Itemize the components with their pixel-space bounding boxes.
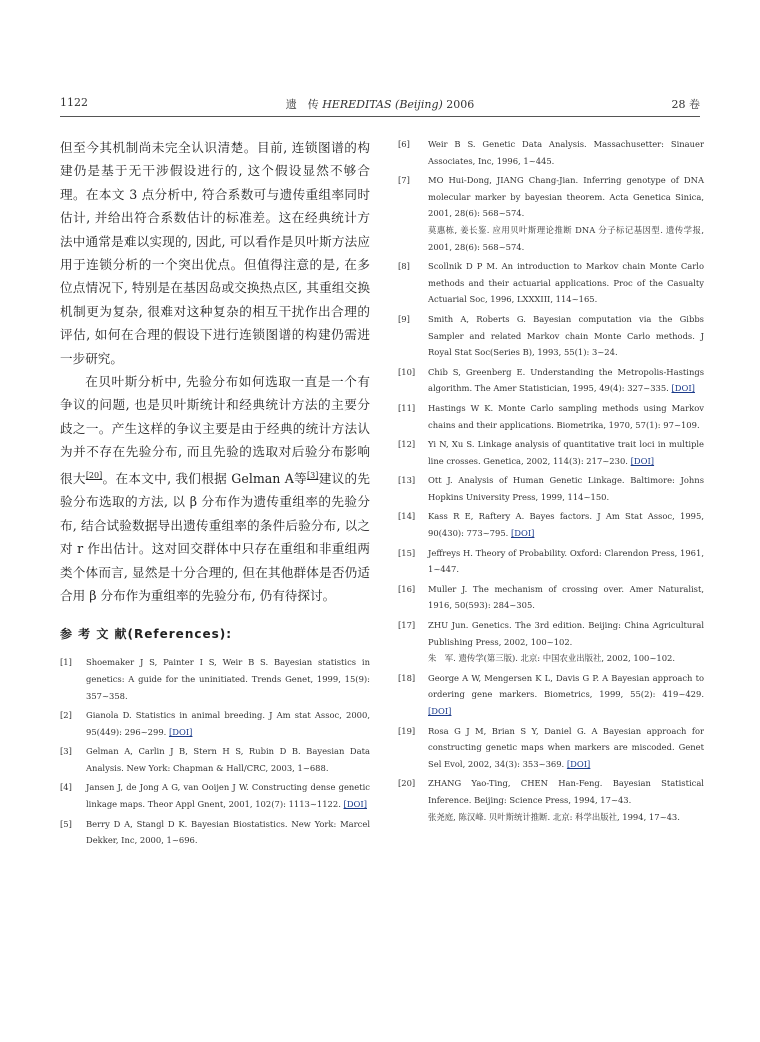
reference-number: [15] [398,547,416,558]
reference-item [398,400,704,433]
reference-citation: George A W, Mengersen K L, Davis G P. A Bayesian approach to ordering gene markers. Biometrics, 1999, 55(2): 419~429. [428,672,704,700]
reference-citation: Yi N, Xu S. Linkage analysis of quantitative trait loci in multiple line crosses. Genetica, 2002, 114(3): 217~230. [428,439,704,466]
doi-link[interactable]: [DOI] [168,726,193,737]
reference-item [398,172,704,255]
reference-text [428,400,704,433]
reference-item [60,707,370,740]
reference-citation: Berry D A, Stangl D K. Bayesian Biostatistics. New York: Marcel Dekker, Inc, 2000, 1~696. [86,818,370,846]
reference-text [428,617,704,667]
reference-citation: MO Hui-Dong, JIANG Chang-Jian. Inferring genotype of DNA molecular marker by bayesian theorem. Acta Genetica Sinica, 2001, 28(6): 568~574. [428,175,704,219]
reference-text [428,581,704,614]
reference-item [398,136,704,169]
paragraph-2-text-c: 建议的先验分布选取的方法, 以 β 分布作为遗传重组率的先验分布, 结合试验数据导出遗传重组率的条件后验分布, 以之对 r 作出估计。这对回交群体中只存在重组和非重组两类个体而言, 显然是十分合理的, 但在其他群体是否仍适合用 β 分布作为重组率的先验分布, 仍有待探讨。 [60,470,371,603]
doi-link[interactable]: [DOI] [510,528,535,539]
reference-text [428,508,704,541]
reference-item [60,743,370,776]
reference-citation: ZHANG Yao-Ting, CHEN Han-Feng. Bayesian Statistical Inference. Beijing: Science Press, 1994, 17~43. [428,778,704,805]
body-paragraph-1: 但至今其机制尚未完全认识清楚。目前, 连锁图谱的构建仍是基于无干涉假设进行的, 这个假设显然不够合理。在本文 3 点分析中, 符合系数可与遗传重组率同时估计, 并给出符合系数估计的标准差。这在经典统计方法中通常是难以实现的, 因此, 可以看作是贝叶斯方法应用于连锁分析的一个突出优点。但值得注意的是, 在多位点情况下, 特别是在基因岛或交换热点区, 其重组交换机制更为复杂, 很难对这种复杂的相互干扰作出合理的评估, 如何在合理的假设下进行连锁图谱的构建仍需进一步研究。 [60,140,370,366]
reference-citation: Jeffreys H. Theory of Probability. Oxford: Clarendon Press, 1961, 1~447. [428,547,704,575]
reference-citation: Muller J. The mechanism of crossing over. Amer Naturalist, 1916, 50(593): 284~305. [428,583,704,611]
reference-item [398,436,704,469]
reference-list-right [398,136,704,825]
reference-citation: Gelman A, Carlin J B, Stern H S, Rubin D B. Bayesian Data Analysis. New York: Chapman & Hall/CRC, 2003, 1~688. [86,746,370,773]
reference-citation: Rosa G J M, Brian S Y, Daniel G. A Bayesian approach for constructing genetic maps when markers are miscoded. Genet Sel Evol, 2002, 34(3): 353~369. [428,725,704,769]
reference-citation: Ott J. Analysis of Human Genetic Linkage. Baltimore: Johns Hopkins University Press, 1999, 114~150. [428,475,704,502]
reference-text [428,472,704,505]
body-paragraph-2 [60,370,370,607]
doi-link[interactable]: [DOI] [671,383,695,394]
reference-item [398,472,704,505]
doi-link[interactable]: [DOI] [428,706,452,716]
reference-item [60,816,370,849]
reference-number: [18] [398,672,416,683]
reference-text [428,670,704,720]
right-column [398,136,704,828]
journal-running-title [60,96,700,112]
reference-citation: Weir B S. Genetic Data Analysis. Massachusetter: Sinauer Associates, Inc, 1996, 1~445. [428,139,704,166]
reference-item [398,545,704,578]
reference-text [428,436,704,469]
reference-text [428,258,704,308]
reference-citation: Kass R E, Raftery A. Bayes factors. J Am Stat Assoc, 1995, 90(430): 773~795. [428,511,704,539]
reference-list-left [60,654,370,849]
volume-number: 28 卷 [671,98,700,111]
reference-text [86,707,370,740]
reference-text [428,775,704,825]
reference-number: [11] [398,402,416,413]
reference-number: [14] [398,511,416,522]
reference-number: [8] [398,261,410,272]
reference-citation: Hastings W K. Monte Carlo sampling methods using Markov chains and their applications. Biometrika, 1970, 57(1): 97~109. [428,402,704,430]
reference-chinese-text: 莫惠栋, 姜长鉴. 应用贝叶斯理论推断 DNA 分子标记基因型. 遗传学报, 2001, 28(6): 568~574. [428,224,704,252]
reference-text [428,311,704,361]
reference-citation: Shoemaker J S, Painter I S, Weir B S. Bayesian statistics in genetics: A guide for the uninitiated. Trends Genet, 1999, 15(9): 357~358. [86,657,370,701]
reference-item [398,723,704,773]
reference-text [428,545,704,578]
reference-number: [1] [60,657,72,668]
reference-text [86,654,370,704]
header-rule [60,116,700,117]
reference-item [60,779,370,812]
reference-citation: Chib S, Greenberg E. Understanding the Metropolis-Hastings algorithm. The Amer Statistician, 1995, 49(4): 327~335. [428,366,704,394]
reference-item [398,311,704,361]
reference-number: [3] [60,746,72,757]
journal-place: (Beijing) [395,98,443,111]
citation-link-3[interactable]: [3] [307,470,319,480]
reference-item [398,775,704,825]
reference-item [60,654,370,704]
reference-text [86,779,370,812]
doi-link[interactable]: [DOI] [343,799,367,810]
reference-number: [9] [398,313,410,324]
reference-citation: Gianola D. Statistics in animal breeding. J Am stat Assoc, 2000, 95(449): 296~299. [86,710,370,737]
reference-number: [12] [398,439,416,450]
reference-text [86,816,370,849]
reference-item [398,581,704,614]
reference-text [428,172,704,255]
reference-number: [5] [60,818,72,829]
journal-year: 2006 [446,98,475,111]
reference-number: [6] [398,139,410,149]
reference-number: [2] [60,710,72,721]
reference-item [398,617,704,667]
doi-link[interactable]: [DOI] [630,455,655,466]
left-column [60,136,370,852]
reference-item [398,670,704,720]
reference-citation: Smith A, Roberts G. Bayesian computation via the Gibbs Sampler and related Markov chain Monte Carlo methods. J Royal Stat Soc(Series B), 1993, 55(1): 3~24. [428,313,704,358]
reference-number: [17] [398,620,416,631]
references-heading: 参 考 文 献(References): [60,627,233,642]
page-header [60,96,700,114]
reference-chinese-text: 张尧庭, 陈汉峰. 贝叶斯统计推断. 北京: 科学出版社, 1994, 17~43. [428,811,680,822]
paragraph-2-text-b: 。在本文中, 我们根据 Gelman A等 [102,470,308,486]
reference-number: [10] [398,366,416,377]
reference-text [428,364,704,397]
reference-item [398,364,704,397]
reference-number: [19] [398,725,416,736]
reference-citation: ZHU Jun. Genetics. The 3rd edition. Beijing: China Agricultural Publishing Press, 2002, 100~102. [428,620,704,647]
doi-link[interactable]: [DOI] [566,758,591,769]
citation-link-20[interactable]: [20] [85,470,103,480]
reference-text [428,136,704,169]
reference-text [86,743,370,776]
reference-number: [20] [398,778,416,789]
reference-citation: Jansen J, de Jong A G, van Ooijen J W. Constructing dense genetic linkage maps. Theor Appl Gnent, 2001, 102(7): 1113~1122. [86,782,370,810]
reference-chinese-text: 朱 军. 遗传学(第三版). 北京: 中国农业出版社, 2002, 100~102. [428,653,676,664]
journal-name-en: HEREDITAS [322,98,392,111]
reference-citation: Scollnik D P M. An introduction to Markov chain Monte Carlo methods and their actuarial applications. Proc of the Casualty Actuarial Soc, 1996, LXXXIII, 114~165. [428,261,704,305]
reference-item [398,258,704,308]
reference-number: [16] [398,583,416,594]
journal-name-cn: 遗 传 [285,98,319,111]
reference-number: [13] [398,475,416,486]
reference-item [398,508,704,541]
reference-text [428,723,704,773]
page-number: 1122 [60,96,88,109]
reference-number: [4] [60,782,72,793]
reference-number: [7] [398,175,410,186]
paragraph-2-text-a: 在贝叶斯分析中, 先验分布如何选取一直是一个有争议的问题, 也是贝叶斯统计和经典统计方法的主要分歧之一。产生这样的争议主要是由于经典的统计方法认为并不存在先验分布, 而且先验的选取对后验分布影响很大 [60,374,370,486]
